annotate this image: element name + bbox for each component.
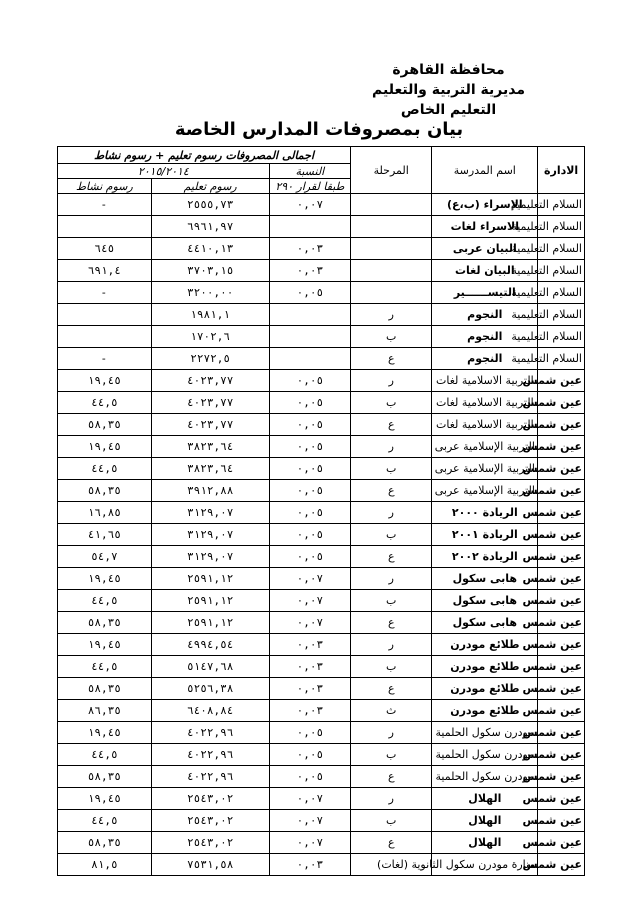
activity-fee-cell: ١٩,٤٥ bbox=[58, 722, 152, 744]
ratio-cell: ٠,٠٧ bbox=[269, 194, 350, 216]
stage-cell: ر bbox=[351, 788, 432, 810]
ratio-cell: ٠,٠٣ bbox=[269, 260, 350, 282]
table-row bbox=[58, 458, 585, 480]
admin-cell: عين شمس bbox=[538, 678, 585, 700]
activity-fee-cell: ١٩,٤٥ bbox=[58, 436, 152, 458]
tuition-fee-cell: ٦٤٠٨,٨٤ bbox=[151, 700, 269, 722]
admin-cell: عين شمس bbox=[538, 634, 585, 656]
school-name-cell: طلائع مودرن bbox=[432, 700, 538, 722]
ratio-cell: ٠,٠٥ bbox=[269, 722, 350, 744]
admin-cell: عين شمس bbox=[538, 854, 585, 876]
tuition-fee-cell: ٤٤١٠,١٣ bbox=[151, 238, 269, 260]
admin-cell: عين شمس bbox=[538, 810, 585, 832]
activity-fee-cell: ٤٤,٥ bbox=[58, 744, 152, 766]
activity-fee-cell: ١٩,٤٥ bbox=[58, 370, 152, 392]
activity-fee-cell: - bbox=[58, 194, 152, 216]
table-row bbox=[58, 304, 585, 326]
tuition-fee-cell: ٦٩٦١,٩٧ bbox=[151, 216, 269, 238]
school-name-cell: طلائع مودرن bbox=[432, 656, 538, 678]
activity-fee-cell: ٤٤,٥ bbox=[58, 656, 152, 678]
school-name-cell: الهلال bbox=[432, 788, 538, 810]
stage-cell: ر bbox=[351, 568, 432, 590]
table-row bbox=[58, 634, 585, 656]
stage-cell: ع bbox=[351, 480, 432, 502]
table-row bbox=[58, 436, 585, 458]
admin-cell: عين شمس bbox=[538, 414, 585, 436]
tuition-fee-cell: ٤٠٢٢,٩٦ bbox=[151, 744, 269, 766]
activity-fee-cell: ٥٨,٣٥ bbox=[58, 678, 152, 700]
activity-fee-cell: ٥٨,٣٥ bbox=[58, 766, 152, 788]
tuition-fee-cell: ٢٢٧٢,٥ bbox=[151, 348, 269, 370]
stage-cell bbox=[351, 216, 432, 238]
admin-cell: السلام التعليمية bbox=[538, 238, 585, 260]
school-name-cell: النجوم bbox=[432, 326, 538, 348]
tuition-fee-cell: ٤٠٢٣,٧٧ bbox=[151, 370, 269, 392]
ratio-cell bbox=[269, 326, 350, 348]
school-name-cell: منارة مودرن سكول الثانوية (لغات) bbox=[432, 854, 538, 876]
table-row bbox=[58, 810, 585, 832]
admin-cell: عين شمس bbox=[538, 656, 585, 678]
school-name-cell: التربية الإسلامية عربى bbox=[432, 436, 538, 458]
table-row bbox=[58, 480, 585, 502]
activity-fee-cell: ٤٤,٥ bbox=[58, 590, 152, 612]
ratio-cell: ٠,٠٥ bbox=[269, 524, 350, 546]
ratio-cell: ٠,٠٥ bbox=[269, 744, 350, 766]
school-name-cell: التربية الإسلامية عربى bbox=[432, 480, 538, 502]
activity-fee-cell: ٨٦,٣٥ bbox=[58, 700, 152, 722]
school-name-cell: النجوم bbox=[432, 348, 538, 370]
admin-cell: عين شمس bbox=[538, 480, 585, 502]
tuition-fee-cell: ٤٠٢٣,٧٧ bbox=[151, 414, 269, 436]
school-name-cell: الريادة ٢٠٠١ bbox=[432, 524, 538, 546]
activity-fee-cell: ٥٤,٧ bbox=[58, 546, 152, 568]
stage-cell: ر bbox=[351, 502, 432, 524]
stage-cell: ب bbox=[351, 458, 432, 480]
admin-cell: عين شمس bbox=[538, 590, 585, 612]
stage-cell: ب bbox=[351, 744, 432, 766]
school-name-cell: طلائع مودرن bbox=[432, 634, 538, 656]
ratio-cell: ٠,٠٥ bbox=[269, 766, 350, 788]
stage-cell: ر bbox=[351, 304, 432, 326]
ratio-cell: ٠,٠٧ bbox=[269, 810, 350, 832]
activity-fee-cell: ١٩,٤٥ bbox=[58, 568, 152, 590]
ratio-cell: ٠,٠٣ bbox=[269, 700, 350, 722]
ratio-cell: ٠,٠٥ bbox=[269, 546, 350, 568]
stage-cell: ب bbox=[351, 326, 432, 348]
school-name-cell: الريادة ٢٠٠٠ bbox=[432, 502, 538, 524]
activity-fee-cell: ٤١,٦٥ bbox=[58, 524, 152, 546]
stage-cell: ب bbox=[351, 524, 432, 546]
stage-cell bbox=[351, 238, 432, 260]
table-row bbox=[58, 678, 585, 700]
activity-fee-cell: ٤٤,٥ bbox=[58, 458, 152, 480]
header-tuition: رسوم تعليم bbox=[151, 179, 269, 194]
document-header bbox=[372, 60, 525, 120]
ratio-cell: ٠,٠٥ bbox=[269, 282, 350, 304]
admin-cell: عين شمس bbox=[538, 370, 585, 392]
stage-cell bbox=[351, 194, 432, 216]
stage-cell: ع bbox=[351, 832, 432, 854]
stage-cell: ع bbox=[351, 678, 432, 700]
table-row bbox=[58, 568, 585, 590]
activity-fee-cell bbox=[58, 304, 152, 326]
ratio-cell: ٠,٠٥ bbox=[269, 436, 350, 458]
tuition-fee-cell: ٧٥٣١,٥٨ bbox=[151, 854, 269, 876]
school-name-cell: النجوم bbox=[432, 304, 538, 326]
stage-cell: ر bbox=[351, 436, 432, 458]
tuition-fee-cell: ٢٥٥٥,٧٣ bbox=[151, 194, 269, 216]
school-name-cell: هابى سكول bbox=[432, 590, 538, 612]
admin-cell: السلام التعليمية bbox=[538, 216, 585, 238]
stage-cell: ع bbox=[351, 612, 432, 634]
tuition-fee-cell: ١٧٠٢,٦ bbox=[151, 326, 269, 348]
admin-cell: عين شمس bbox=[538, 502, 585, 524]
activity-fee-cell: ١٩,٤٥ bbox=[58, 634, 152, 656]
stage-cell: ب bbox=[351, 392, 432, 414]
ratio-cell bbox=[269, 216, 350, 238]
admin-cell: عين شمس bbox=[538, 766, 585, 788]
activity-fee-cell: ٨١,٥ bbox=[58, 854, 152, 876]
admin-cell: عين شمس bbox=[538, 392, 585, 414]
stage-cell: ع bbox=[351, 414, 432, 436]
ratio-cell: ٠,٠٧ bbox=[269, 568, 350, 590]
tuition-fee-cell: ٤٠٢٣,٧٧ bbox=[151, 392, 269, 414]
table-row bbox=[58, 216, 585, 238]
ratio-cell: ٠,٠٥ bbox=[269, 502, 350, 524]
ratio-cell: ٠,٠٥ bbox=[269, 458, 350, 480]
header-ratio: النسبة bbox=[269, 164, 350, 179]
activity-fee-cell: ٦٩١,٤ bbox=[58, 260, 152, 282]
activity-fee-cell: ١٦,٨٥ bbox=[58, 502, 152, 524]
admin-cell: عين شمس bbox=[538, 436, 585, 458]
ratio-cell: ٠,٠٧ bbox=[269, 832, 350, 854]
table-row bbox=[58, 348, 585, 370]
tuition-fee-cell: ٣٨٢٣,٦٤ bbox=[151, 458, 269, 480]
ratio-cell: ٠,٠٥ bbox=[269, 414, 350, 436]
admin-cell: السلام التعليمية bbox=[538, 304, 585, 326]
header-activity: رسوم نشاط bbox=[58, 179, 152, 194]
table-row bbox=[58, 612, 585, 634]
school-name-cell: البيان لغات bbox=[432, 260, 538, 282]
admin-cell: السلام التعليمية bbox=[538, 194, 585, 216]
ratio-cell bbox=[269, 304, 350, 326]
stage-cell bbox=[351, 260, 432, 282]
school-name-cell: مودرن سكول الحلمية bbox=[432, 722, 538, 744]
header-stage: المرحلة bbox=[351, 147, 432, 194]
ratio-cell: ٠,٠٣ bbox=[269, 238, 350, 260]
ratio-cell: ٠,٠٥ bbox=[269, 370, 350, 392]
ratio-cell: ٠,٠٧ bbox=[269, 612, 350, 634]
header-decree: طبقا لقرار ٢٩٠ bbox=[269, 179, 350, 194]
admin-cell: عين شمس bbox=[538, 524, 585, 546]
school-name-cell: هابى سكول bbox=[432, 568, 538, 590]
school-name-cell: مودرن سكول الحلمية bbox=[432, 744, 538, 766]
ratio-cell bbox=[269, 348, 350, 370]
stage-cell: ب bbox=[351, 656, 432, 678]
school-name-cell: الهلال bbox=[432, 810, 538, 832]
tuition-fee-cell: ٢٥٤٣,٠٢ bbox=[151, 788, 269, 810]
school-name-cell: الاسراء لغات bbox=[432, 216, 538, 238]
table-row bbox=[58, 238, 585, 260]
stage-cell: ع bbox=[351, 348, 432, 370]
admin-cell: السلام التعليمية bbox=[538, 326, 585, 348]
table-row bbox=[58, 414, 585, 436]
header-year: ٢٠١٥/٢٠١٤ bbox=[58, 164, 270, 179]
tuition-fee-cell: ٢٥٤٣,٠٢ bbox=[151, 832, 269, 854]
tuition-fee-cell: ٣٧٠٣,١٥ bbox=[151, 260, 269, 282]
table-row bbox=[58, 656, 585, 678]
table-row bbox=[58, 590, 585, 612]
table-row bbox=[58, 524, 585, 546]
table-row bbox=[58, 194, 585, 216]
tuition-fee-cell: ٤٠٢٢,٩٦ bbox=[151, 766, 269, 788]
tuition-fee-cell: ٥٢٥٦,٣٨ bbox=[151, 678, 269, 700]
table-row bbox=[58, 546, 585, 568]
activity-fee-cell: - bbox=[58, 348, 152, 370]
table-row bbox=[58, 392, 585, 414]
stage-cell: ر bbox=[351, 634, 432, 656]
school-name-cell: التربية الاسلامية لغات bbox=[432, 370, 538, 392]
admin-cell: عين شمس bbox=[538, 722, 585, 744]
ratio-cell: ٠,٠٣ bbox=[269, 656, 350, 678]
admin-cell: عين شمس bbox=[538, 744, 585, 766]
page-title: بيان بمصروفات المدارس الخاصة bbox=[174, 119, 464, 140]
activity-fee-cell: - bbox=[58, 282, 152, 304]
header-department: التعليم الخاص bbox=[400, 102, 497, 118]
stage-cell bbox=[351, 282, 432, 304]
fees-table bbox=[57, 146, 585, 876]
admin-cell: عين شمس bbox=[538, 612, 585, 634]
tuition-fee-cell: ٢٥٤٣,٠٢ bbox=[151, 810, 269, 832]
table-row bbox=[58, 282, 585, 304]
school-name-cell: الريادة ٢٠٠٢ bbox=[432, 546, 538, 568]
header-governorate: محافظة القاهرة bbox=[392, 62, 505, 78]
school-name-cell: التربية الاسلامية لغات bbox=[432, 414, 538, 436]
ratio-cell: ٠,٠٣ bbox=[269, 854, 350, 876]
stage-cell: ع bbox=[351, 766, 432, 788]
header-total-fees: اجمالى المصروفات رسوم تعليم + رسوم نشاط bbox=[58, 147, 351, 164]
school-name-cell: الإسراء (ب،ع) bbox=[432, 194, 538, 216]
table-row bbox=[58, 502, 585, 524]
table-row bbox=[58, 832, 585, 854]
table-row bbox=[58, 854, 585, 876]
activity-fee-cell: ٥٨,٣٥ bbox=[58, 414, 152, 436]
school-name-cell: البيان عربى bbox=[432, 238, 538, 260]
table-row bbox=[58, 260, 585, 282]
table-row bbox=[58, 700, 585, 722]
tuition-fee-cell: ٤٩٩٤,٥٤ bbox=[151, 634, 269, 656]
tuition-fee-cell: ٤٠٢٢,٩٦ bbox=[151, 722, 269, 744]
admin-cell: عين شمس bbox=[538, 832, 585, 854]
tuition-fee-cell: ٣٩١٢,٨٨ bbox=[151, 480, 269, 502]
tuition-fee-cell: ٥١٤٧,٦٨ bbox=[151, 656, 269, 678]
tuition-fee-cell: ١٩٨١,١ bbox=[151, 304, 269, 326]
activity-fee-cell: ٥٨,٣٥ bbox=[58, 480, 152, 502]
tuition-fee-cell: ٣١٢٩,٠٧ bbox=[151, 502, 269, 524]
table-row bbox=[58, 722, 585, 744]
admin-cell: عين شمس bbox=[538, 568, 585, 590]
header-school: اسم المدرسة bbox=[432, 147, 538, 194]
school-name-cell: التربية الاسلامية لغات bbox=[432, 392, 538, 414]
header-admin: الادارة bbox=[538, 147, 585, 194]
tuition-fee-cell: ٣١٢٩,٠٧ bbox=[151, 524, 269, 546]
tuition-fee-cell: ٢٥٩١,١٢ bbox=[151, 590, 269, 612]
header-directorate: مديرية التربية والتعليم bbox=[372, 82, 525, 98]
tuition-fee-cell: ٢٥٩١,١٢ bbox=[151, 612, 269, 634]
stage-cell: ث bbox=[351, 700, 432, 722]
activity-fee-cell: ٦٤٥ bbox=[58, 238, 152, 260]
table-body bbox=[58, 194, 585, 876]
school-name-cell: التربية الإسلامية عربى bbox=[432, 458, 538, 480]
admin-cell: عين شمس bbox=[538, 458, 585, 480]
ratio-cell: ٠,٠٧ bbox=[269, 590, 350, 612]
admin-cell: السلام التعليمية bbox=[538, 348, 585, 370]
activity-fee-cell: ٤٤,٥ bbox=[58, 392, 152, 414]
table-row bbox=[58, 326, 585, 348]
tuition-fee-cell: ٣٢٠٠,٠٠ bbox=[151, 282, 269, 304]
table-row bbox=[58, 744, 585, 766]
tuition-fee-cell: ٣٨٢٣,٦٤ bbox=[151, 436, 269, 458]
stage-cell: ر bbox=[351, 722, 432, 744]
stage-cell: ب bbox=[351, 590, 432, 612]
ratio-cell: ٠,٠٥ bbox=[269, 480, 350, 502]
table-row bbox=[58, 370, 585, 392]
school-name-cell: الهلال bbox=[432, 832, 538, 854]
tuition-fee-cell: ٣١٢٩,٠٧ bbox=[151, 546, 269, 568]
admin-cell: السلام التعليمية bbox=[538, 282, 585, 304]
ratio-cell: ٠,٠٧ bbox=[269, 788, 350, 810]
stage-cell: ب bbox=[351, 810, 432, 832]
activity-fee-cell bbox=[58, 326, 152, 348]
table-row bbox=[58, 788, 585, 810]
activity-fee-cell: ٥٨,٣٥ bbox=[58, 612, 152, 634]
activity-fee-cell: ٤٤,٥ bbox=[58, 810, 152, 832]
admin-cell: عين شمس bbox=[538, 788, 585, 810]
school-name-cell: هابى سكول bbox=[432, 612, 538, 634]
activity-fee-cell: ٥٨,٣٥ bbox=[58, 832, 152, 854]
school-name-cell: طلائع مودرن bbox=[432, 678, 538, 700]
table-row bbox=[58, 766, 585, 788]
activity-fee-cell bbox=[58, 216, 152, 238]
stage-cell: ع bbox=[351, 546, 432, 568]
activity-fee-cell: ١٩,٤٥ bbox=[58, 788, 152, 810]
ratio-cell: ٠,٠٥ bbox=[269, 392, 350, 414]
tuition-fee-cell: ٢٥٩١,١٢ bbox=[151, 568, 269, 590]
ratio-cell: ٠,٠٣ bbox=[269, 634, 350, 656]
admin-cell: السلام التعليمية bbox=[538, 260, 585, 282]
school-name-cell: مودرن سكول الحلمية bbox=[432, 766, 538, 788]
school-name-cell: التيســــــير bbox=[432, 282, 538, 304]
admin-cell: عين شمس bbox=[538, 700, 585, 722]
stage-cell: ر bbox=[351, 370, 432, 392]
ratio-cell: ٠,٠٣ bbox=[269, 678, 350, 700]
admin-cell: عين شمس bbox=[538, 546, 585, 568]
